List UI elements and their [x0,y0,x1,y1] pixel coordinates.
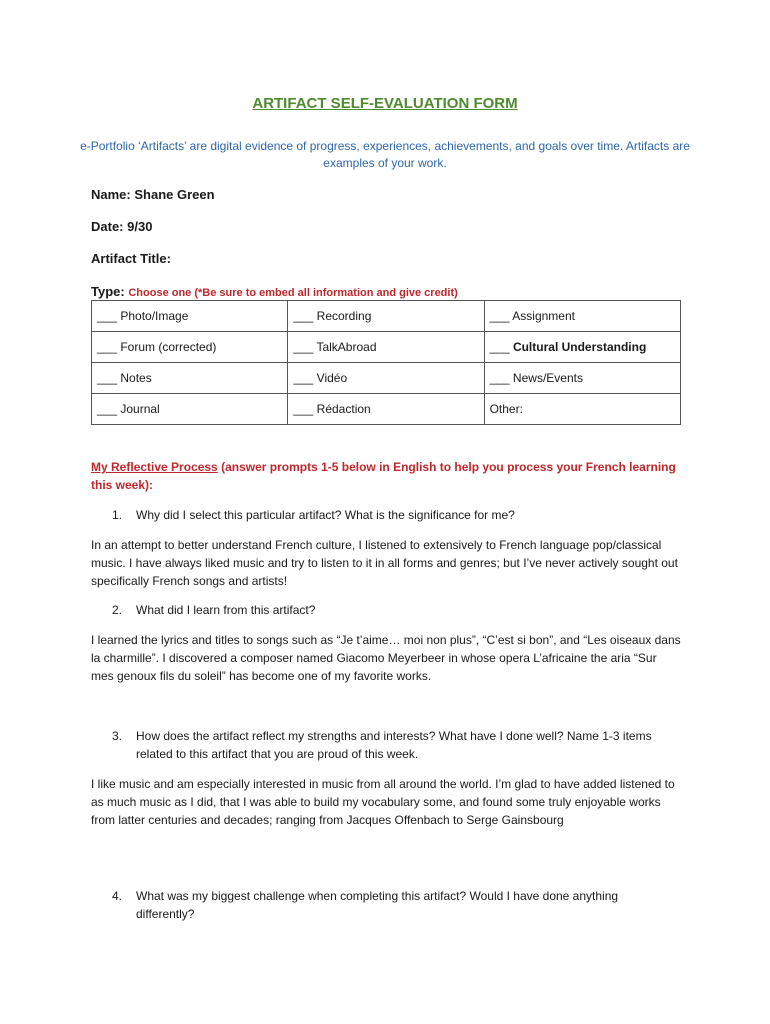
answer-1: In an attempt to better understand French culture, I listened to extensively to French language pop/classical music. I have always liked music and try to listen to it in all forms and genres; but I’ve never actively sought out specifically French songs and artists! [91,538,678,588]
type-option[interactable]: ___ Forum (corrected) [92,332,288,363]
type-option[interactable]: ___ News/Events [484,363,680,394]
reflective-heading [91,458,681,494]
question-text: What did I learn from this artifact? [136,603,316,617]
question-1 [112,506,672,524]
type-option[interactable]: ___ Rédaction [288,394,484,425]
type-option-other[interactable]: Other: [484,394,680,425]
artifact-type-table [91,300,681,425]
table-row [92,301,681,332]
type-option[interactable]: ___ Notes [92,363,288,394]
answer-3: I like music and am especially interested in music from all around the world. I’m glad to have added listened to as much music as I did, that I was able to build my vocabulary some, and found some truly enjoyable works from latter centuries and decades; ranging from Jacques Offenbach to Serge Gainsbourg [91,777,675,827]
question-number: 3. [112,729,123,743]
type-option[interactable]: ___ Recording [288,301,484,332]
type-option[interactable]: ___ Assignment [484,301,680,332]
type-line [91,284,458,299]
question-number: 2. [112,603,123,617]
question-number: 1. [112,508,123,522]
question-number: 4. [112,889,123,903]
table-row [92,332,681,363]
reflective-note: (answer prompts 1-5 below in English to help you process your French learning this week): [91,460,676,492]
type-label: Type: [91,284,125,299]
question-3 [112,727,672,763]
answer-2: I learned the lyrics and titles to songs such as “Je t’aime… moi non plus”, “C’est si bon”, and “Les oiseaux dans la charmille”. I discovered a composer named Giacomo Meyerbeer in whose opera L’africaine the aria “Sur mes genoux fils du soleil” has become one of my favorite works. [91,633,681,683]
type-option-selected[interactable] [484,332,680,363]
question-2 [112,601,672,619]
type-note: Choose one (*Be sure to embed all information and give credit) [128,287,458,299]
artifact-title-field: Artifact Title: [91,251,171,266]
name-field: Name: Shane Green [91,187,215,202]
type-option[interactable]: ___ Photo/Image [92,301,288,332]
type-option[interactable]: ___ TalkAbroad [288,332,484,363]
intro-text: e-Portfolio ‘Artifacts’ are digital evidence of progress, experiences, achievements, and goals over time. Artifacts are examples of your work. [80,139,690,170]
table-row [92,363,681,394]
type-option[interactable]: ___ Vidéo [288,363,484,394]
question-text: How does the artifact reflect my strengths and interests? What have I done well? Name 1-3 items related to this artifact that you are proud of this week. [136,729,652,761]
table-row [92,394,681,425]
question-text: Why did I select this particular artifact? What is the significance for me? [136,508,515,522]
selected-type-label: Cultural Understanding [512,340,647,354]
type-option-prefix: ___ [489,340,513,354]
date-field: Date: 9/30 [91,219,153,234]
page-title: ARTIFACT SELF-EVALUATION FORM [252,95,518,112]
question-text: What was my biggest challenge when completing this artifact? Would I have done anything differently? [136,889,619,921]
reflective-title: My Reflective Process [91,460,218,474]
question-4 [112,887,672,923]
type-option[interactable]: ___ Journal [92,394,288,425]
